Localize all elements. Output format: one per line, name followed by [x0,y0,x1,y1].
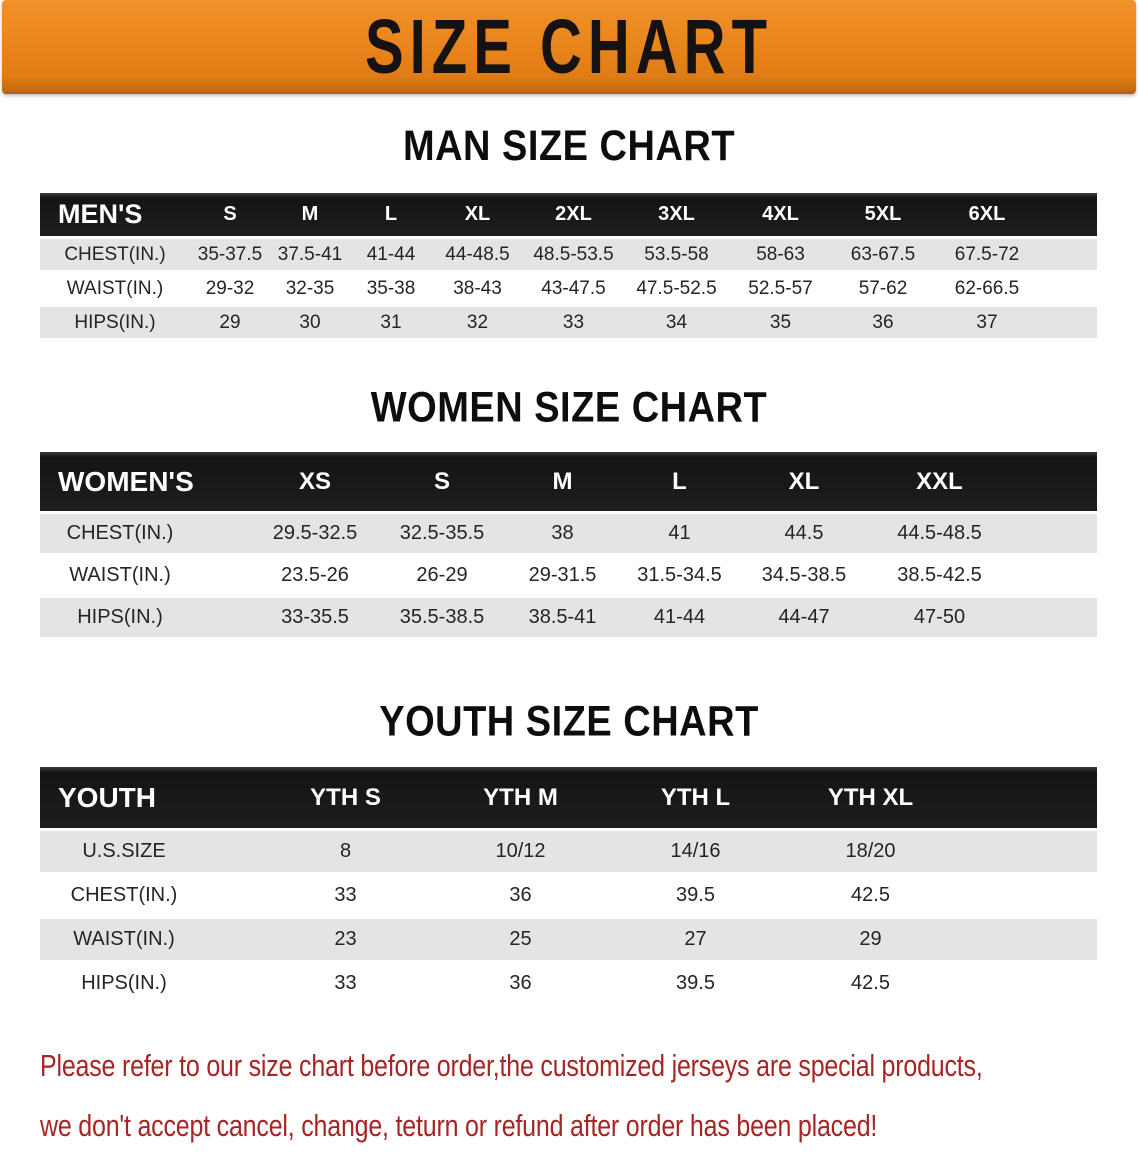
row-label: HIPS(IN.) [40,963,258,1004]
size-value-cell: 35-38 [350,273,432,304]
size-value-cell: 48.5-53.5 [523,239,624,270]
size-value-cell: 14/16 [608,831,783,872]
men-header-row [40,193,1097,236]
size-value-cell: 33 [523,307,624,338]
row-label: HIPS(IN.) [40,598,250,637]
size-value-cell: 38.5-42.5 [870,556,1009,595]
size-value-cell: 44.5-48.5 [870,514,1009,553]
spacer-cell [958,875,1097,916]
size-value-cell: 57-62 [832,273,934,304]
size-value-cell: 41 [621,514,738,553]
table-row [40,514,1097,553]
size-value-cell: 41-44 [350,239,432,270]
size-value-cell: 33 [258,875,433,916]
row-label: CHEST(IN.) [40,239,190,270]
women-col-header: XXL [870,452,1009,511]
size-value-cell: 32 [432,307,523,338]
spacer-cell [958,919,1097,960]
table-row [40,239,1097,270]
size-value-cell: 42.5 [783,875,958,916]
women-col-header: S [380,452,504,511]
size-value-cell: 41-44 [621,598,738,637]
size-value-cell: 35-37.5 [190,239,270,270]
women-col-header: M [504,452,621,511]
youth-col-header: YTH XL [783,767,958,828]
size-value-cell: 8 [258,831,433,872]
size-value-cell: 47.5-52.5 [624,273,729,304]
women-col-header: L [621,452,738,511]
size-value-cell: 52.5-57 [729,273,832,304]
row-label: WAIST(IN.) [40,273,190,304]
row-label: CHEST(IN.) [40,875,258,916]
size-value-cell: 38.5-41 [504,598,621,637]
men-col-header: 2XL [523,193,624,236]
size-value-cell: 38 [504,514,621,553]
men-col-header: M [270,193,350,236]
size-value-cell: 43-47.5 [523,273,624,304]
size-value-cell: 35 [729,307,832,338]
youth-size-section [0,640,1138,1007]
youth-section-title: YOUTH SIZE CHART [379,698,759,746]
spacer-cell [1040,273,1097,304]
spacer-cell [958,963,1097,1004]
women-size-table [40,449,1097,640]
table-row [40,963,1097,1004]
size-value-cell: 10/12 [433,831,608,872]
men-col-header: 4XL [729,193,832,236]
women-col-header: XS [250,452,380,511]
spacer-cell [1040,239,1097,270]
row-label: WAIST(IN.) [40,556,250,595]
youth-header-label: YOUTH [40,767,258,828]
women-header-label: WOMEN'S [40,452,250,511]
spacer-cell [958,767,1097,828]
size-value-cell: 39.5 [608,963,783,1004]
size-value-cell: 67.5-72 [934,239,1040,270]
size-value-cell: 63-67.5 [832,239,934,270]
size-value-cell: 29-32 [190,273,270,304]
size-value-cell: 18/20 [783,831,958,872]
size-value-cell: 58-63 [729,239,832,270]
size-value-cell: 47-50 [870,598,1009,637]
size-value-cell: 62-66.5 [934,273,1040,304]
size-value-cell: 34 [624,307,729,338]
size-value-cell: 25 [433,919,608,960]
size-value-cell: 34.5-38.5 [738,556,870,595]
men-col-header: L [350,193,432,236]
size-value-cell: 33-35.5 [250,598,380,637]
size-value-cell: 31.5-34.5 [621,556,738,595]
table-row [40,307,1097,338]
size-value-cell: 23.5-26 [250,556,380,595]
spacer-cell [1009,452,1097,511]
size-value-cell: 36 [832,307,934,338]
spacer-cell [1040,307,1097,338]
row-label: CHEST(IN.) [40,514,250,553]
order-policy-note [40,1037,1138,1157]
size-value-cell: 39.5 [608,875,783,916]
women-header-row [40,452,1097,511]
table-row [40,598,1097,637]
size-value-cell: 36 [433,963,608,1004]
size-value-cell: 32-35 [270,273,350,304]
man-size-section [0,94,1138,341]
size-value-cell: 26-29 [380,556,504,595]
size-value-cell: 29.5-32.5 [250,514,380,553]
size-value-cell: 37.5-41 [270,239,350,270]
table-row [40,273,1097,304]
size-value-cell: 29 [190,307,270,338]
youth-col-header: YTH M [433,767,608,828]
youth-header-row [40,767,1097,828]
size-value-cell: 38-43 [432,273,523,304]
spacer-cell [958,831,1097,872]
size-value-cell: 31 [350,307,432,338]
size-value-cell: 44-48.5 [432,239,523,270]
men-col-header: 3XL [624,193,729,236]
women-section-title: WOMEN SIZE CHART [370,384,768,432]
row-label: U.S.SIZE [40,831,258,872]
size-value-cell: 33 [258,963,433,1004]
order-policy-line2: we don't accept cancel, change, teturn or refund after order has been placed! [40,1108,878,1144]
size-value-cell: 32.5-35.5 [380,514,504,553]
banner-title: SIZE CHART [365,4,773,90]
youth-size-table [40,764,1097,1007]
size-value-cell: 37 [934,307,1040,338]
table-row [40,919,1097,960]
men-size-table [40,190,1097,341]
size-value-cell: 35.5-38.5 [380,598,504,637]
women-size-section [0,341,1138,640]
row-label: HIPS(IN.) [40,307,190,338]
size-chart-banner [2,0,1136,94]
size-value-cell: 29-31.5 [504,556,621,595]
size-value-cell: 30 [270,307,350,338]
women-col-header: XL [738,452,870,511]
size-value-cell: 36 [433,875,608,916]
size-value-cell: 53.5-58 [624,239,729,270]
size-value-cell: 42.5 [783,963,958,1004]
spacer-cell [1009,556,1097,595]
spacer-cell [1040,193,1097,236]
men-header-label: MEN'S [40,193,190,236]
table-row [40,831,1097,872]
size-value-cell: 44-47 [738,598,870,637]
size-value-cell: 44.5 [738,514,870,553]
size-value-cell: 29 [783,919,958,960]
man-section-title: MAN SIZE CHART [402,122,736,170]
order-policy-line1: Please refer to our size chart before order,the customized jerseys are special products, [40,1049,983,1084]
row-label: WAIST(IN.) [40,919,258,960]
spacer-cell [1009,514,1097,553]
youth-col-header: YTH L [608,767,783,828]
table-row [40,556,1097,595]
table-row [40,875,1097,916]
men-col-header: 6XL [934,193,1040,236]
size-value-cell: 23 [258,919,433,960]
spacer-cell [1009,598,1097,637]
size-value-cell: 27 [608,919,783,960]
men-col-header: S [190,193,270,236]
men-col-header: 5XL [832,193,934,236]
youth-col-header: YTH S [258,767,433,828]
men-col-header: XL [432,193,523,236]
